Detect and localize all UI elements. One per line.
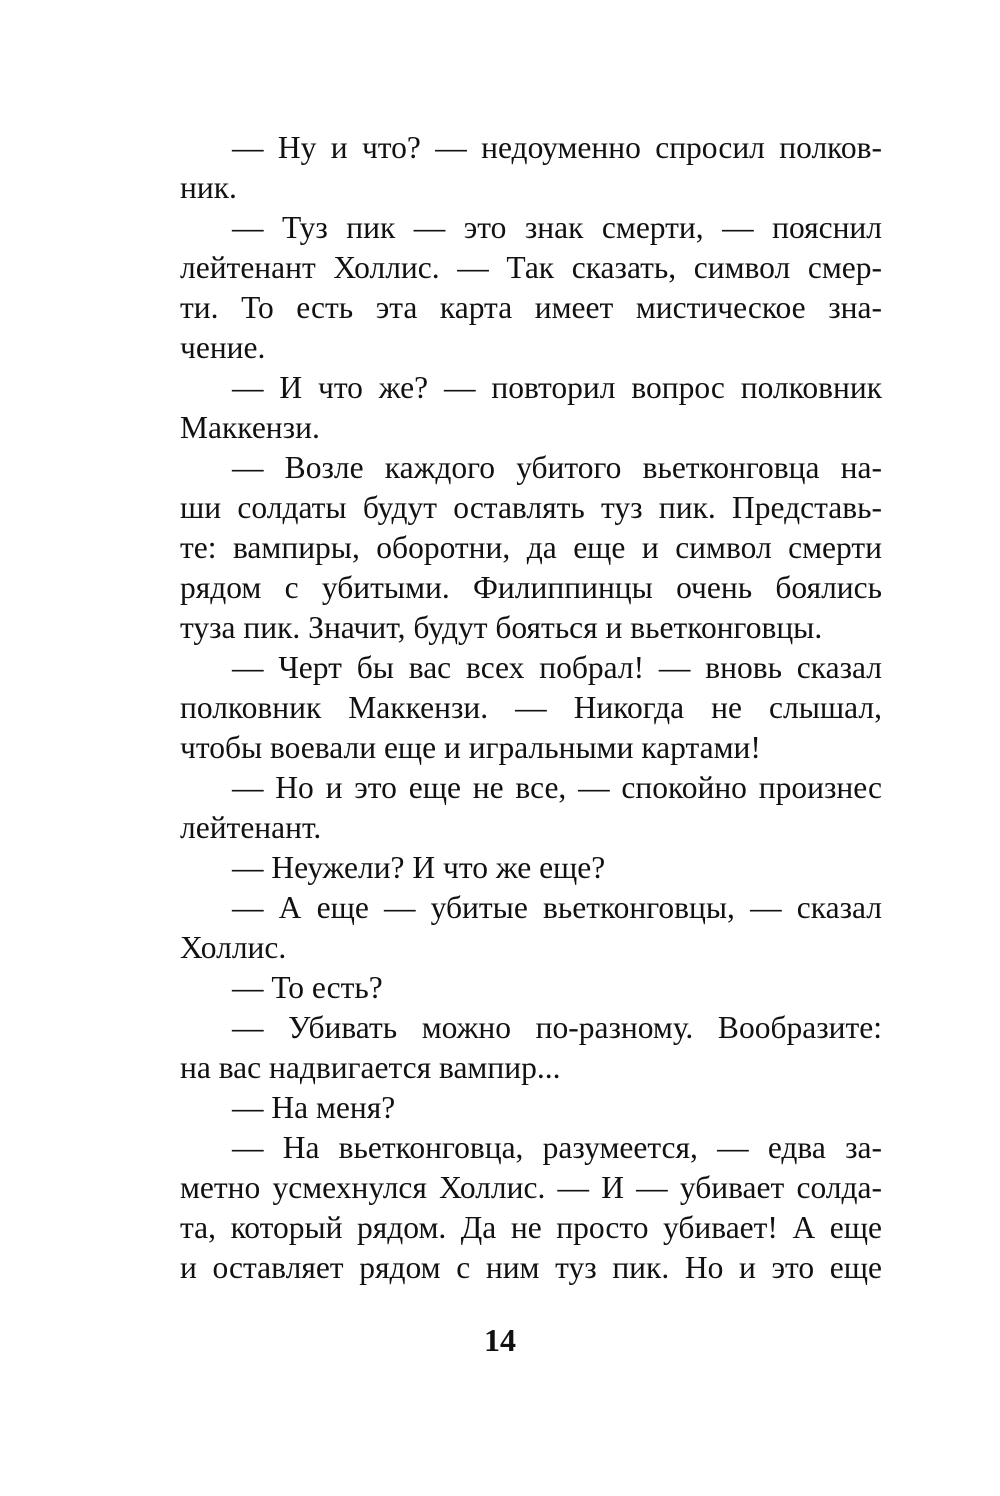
text-line: — Возле каждого убитого вьетконговца на-: [232, 450, 882, 485]
text-line: на вас надвигается вампир...: [180, 1050, 561, 1085]
text-line: — На меня?: [232, 1090, 396, 1125]
text-line: Холлис.: [180, 930, 287, 965]
page-text: [180, 128, 882, 1288]
text-line: Маккензи.: [180, 410, 320, 445]
text-line: — Но и это еще не все, — спокойно произнес: [232, 770, 882, 805]
text-line: ши солдаты будут оставлять туз пик. Представь-: [180, 490, 882, 525]
text-line: — Неужели? И что же еще?: [232, 850, 606, 885]
page-number: 14: [484, 1322, 516, 1358]
text-line: та, который рядом. Да не просто убивает! А еще: [180, 1210, 882, 1245]
text-line: — А еще — убитые вьетконговцы, — сказал: [232, 890, 882, 925]
text-line: — На вьетконговца, разумеется, — едва за-: [232, 1130, 882, 1165]
text-line: чение.: [180, 330, 266, 365]
text-line: ник.: [180, 170, 237, 205]
text-line: — То есть?: [232, 970, 383, 1005]
text-line: те: вампиры, оборотни, да еще и символ смерти: [180, 530, 882, 565]
text-line: — Туз пик — это знак смерти, — пояснил: [232, 210, 882, 245]
text-line: чтобы воевали еще и игральными картами!: [180, 730, 761, 765]
text-line: — Черт бы вас всех побрал! — вновь сказал: [232, 650, 882, 685]
text-line: — Ну и что? — недоуменно спросил полков-: [232, 130, 882, 165]
text-line: — И что же? — повторил вопрос полковник: [232, 370, 882, 405]
text-line: ти. То есть эта карта имеет мистическое зна-: [180, 290, 882, 325]
text-line: лейтенант.: [180, 810, 322, 845]
text-line: — Убивать можно по-разному. Вообразите:: [232, 1010, 882, 1045]
text-line: и оставляет рядом с ним туз пик. Но и это еще: [180, 1250, 882, 1285]
text-line: метно усмехнулся Холлис. — И — убивает солда-: [180, 1170, 882, 1205]
text-line: туза пик. Значит, будут бояться и вьетконговцы.: [180, 610, 823, 645]
text-line: лейтенант Холлис. — Так сказать, символ смер-: [180, 250, 882, 285]
text-line: полковник Маккензи. — Никогда не слышал,: [180, 690, 882, 725]
text-line: рядом с убитыми. Филиппинцы очень боялись: [180, 570, 882, 605]
